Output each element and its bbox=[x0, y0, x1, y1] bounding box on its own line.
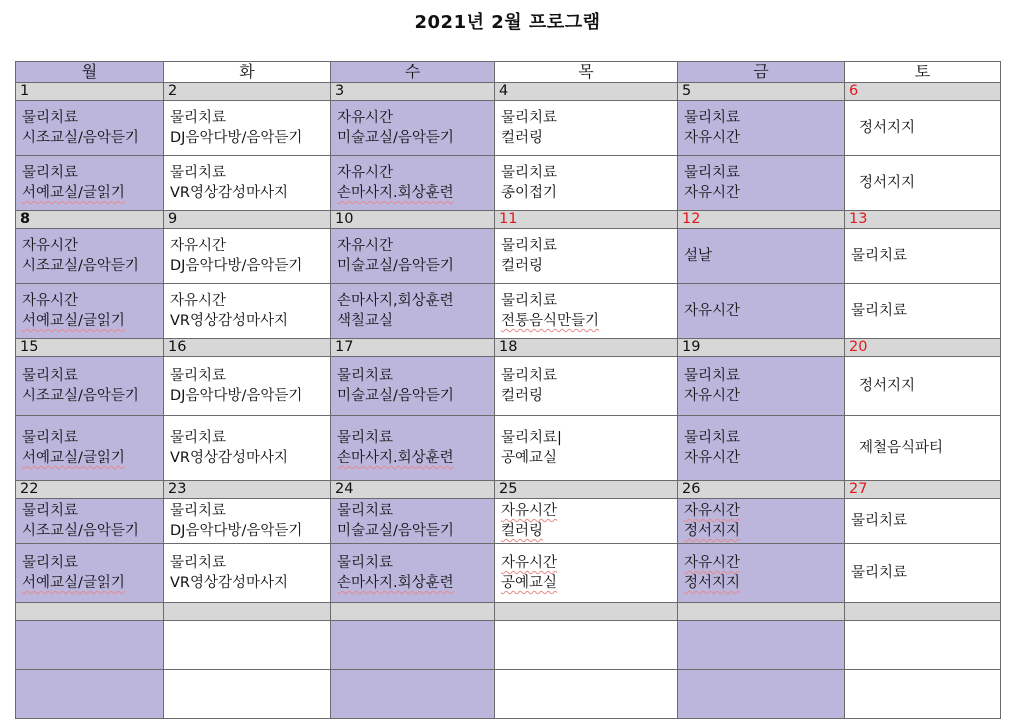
program-cell bbox=[331, 229, 495, 284]
program-cell bbox=[845, 101, 1001, 156]
date-number: 25 bbox=[495, 481, 678, 499]
program-line: 전통음식만들기 bbox=[501, 313, 600, 329]
weekday-header: 토 bbox=[845, 62, 1001, 83]
weekday-header: 수 bbox=[331, 62, 495, 83]
program-line: 미술교실/음악듣기 bbox=[337, 523, 454, 539]
program-line: 물리치료 bbox=[851, 513, 908, 529]
date-number-row bbox=[16, 211, 1001, 229]
program-cell bbox=[164, 284, 331, 339]
date-number: 4 bbox=[495, 83, 678, 101]
date-number-row bbox=[16, 481, 1001, 499]
program-line: 물리치료 bbox=[337, 503, 394, 519]
date-number: 22 bbox=[16, 481, 164, 499]
program-line: 자유시간 bbox=[684, 388, 741, 404]
program-line: 물리치료 bbox=[684, 430, 741, 446]
program-line: 자유시간 bbox=[684, 130, 741, 146]
program-line: 물리치료 bbox=[501, 293, 558, 309]
program-cell bbox=[845, 670, 1001, 719]
program-line: 물리치료 bbox=[170, 503, 227, 519]
program-line: 손마사지,회상훈련 bbox=[337, 293, 454, 309]
program-line: 물리치료 bbox=[684, 165, 741, 181]
date-number: 19 bbox=[678, 339, 845, 357]
program-line: 물리치료 bbox=[22, 165, 79, 181]
program-cell bbox=[495, 621, 678, 670]
program-cell bbox=[16, 499, 164, 544]
program-line: 물리치료 bbox=[851, 565, 908, 581]
date-number: 1 bbox=[16, 83, 164, 101]
program-cell bbox=[845, 544, 1001, 603]
program-cell bbox=[16, 544, 164, 603]
program-cell bbox=[678, 101, 845, 156]
date-number: 6 bbox=[845, 83, 1001, 101]
program-line: 시조교실/음악듣기 bbox=[22, 523, 139, 539]
program-line: 서예교실/글읽기 bbox=[22, 185, 125, 201]
program-line: 컬러링 bbox=[501, 388, 544, 404]
date-number: 5 bbox=[678, 83, 845, 101]
program-cell bbox=[678, 416, 845, 481]
program-cell bbox=[164, 156, 331, 211]
program-line: 물리치료 bbox=[501, 368, 558, 384]
program-line: 물리치료 bbox=[170, 110, 227, 126]
program-cell bbox=[164, 499, 331, 544]
weekday-header: 화 bbox=[164, 62, 331, 83]
program-cell bbox=[845, 357, 1001, 416]
program-row bbox=[16, 229, 1001, 284]
program-line: 시조교실/음악듣기 bbox=[22, 388, 139, 404]
date-number: 10 bbox=[331, 211, 495, 229]
date-number: 11 bbox=[495, 211, 678, 229]
program-line: 물리치료 bbox=[170, 555, 227, 571]
program-line: 미술교실/음악듣기 bbox=[337, 388, 454, 404]
program-cell bbox=[164, 544, 331, 603]
program-line: 시조교실/음악듣기 bbox=[22, 130, 139, 146]
date-number: 13 bbox=[845, 211, 1001, 229]
program-cell bbox=[845, 499, 1001, 544]
program-cell bbox=[678, 499, 845, 544]
program-line: 물리치료 bbox=[337, 555, 394, 571]
program-row bbox=[16, 101, 1001, 156]
date-number bbox=[495, 603, 678, 621]
date-number bbox=[331, 603, 495, 621]
program-line: 컬러링 bbox=[501, 130, 544, 146]
program-cell bbox=[331, 284, 495, 339]
program-cell bbox=[678, 284, 845, 339]
program-line: 정서지지 bbox=[684, 575, 741, 591]
date-number bbox=[845, 603, 1001, 621]
program-line: 자유시간 bbox=[170, 238, 227, 254]
program-cell bbox=[495, 499, 678, 544]
program-row bbox=[16, 670, 1001, 719]
date-number: 15 bbox=[16, 339, 164, 357]
date-number bbox=[16, 603, 164, 621]
weekday-header-row bbox=[16, 62, 1001, 83]
program-line: 자유시간 bbox=[684, 185, 741, 201]
program-line: DJ음악다방/음악듣기 bbox=[170, 258, 303, 274]
program-line: VR영상감성마사지 bbox=[170, 450, 289, 466]
program-line: 정서지지 bbox=[859, 120, 916, 136]
program-line: 공예교실 bbox=[501, 575, 558, 591]
program-line: 자유시간 bbox=[684, 555, 741, 571]
program-cell bbox=[331, 544, 495, 603]
program-line: DJ음악다방/음악듣기 bbox=[170, 523, 303, 539]
program-line: 물리치료 bbox=[170, 430, 227, 446]
program-line: 공예교실 bbox=[501, 450, 558, 466]
program-row bbox=[16, 284, 1001, 339]
date-number: 8 bbox=[16, 211, 164, 229]
program-line: 물리치료 bbox=[170, 368, 227, 384]
program-cell bbox=[164, 416, 331, 481]
program-line: 자유시간 bbox=[684, 303, 741, 319]
program-cell bbox=[495, 156, 678, 211]
program-row bbox=[16, 416, 1001, 481]
date-number: 17 bbox=[331, 339, 495, 357]
program-line: 자유시간 bbox=[501, 555, 558, 571]
program-line: 물리치료 bbox=[170, 165, 227, 181]
program-line: 자유시간 bbox=[337, 238, 394, 254]
program-cell bbox=[16, 156, 164, 211]
program-row bbox=[16, 156, 1001, 211]
program-line: 자유시간 bbox=[22, 293, 79, 309]
program-line: 물리치료 bbox=[337, 368, 394, 384]
program-line: 정서지지 bbox=[684, 523, 741, 539]
program-cell bbox=[845, 156, 1001, 211]
program-line: 서예교실/글읽기 bbox=[22, 575, 125, 591]
program-line: 물리치료 bbox=[501, 110, 558, 126]
program-cell bbox=[331, 621, 495, 670]
program-cell bbox=[16, 101, 164, 156]
program-cell bbox=[678, 229, 845, 284]
program-line: 물리치료 bbox=[22, 368, 79, 384]
program-row bbox=[16, 357, 1001, 416]
program-line: 물리치료| bbox=[501, 430, 562, 446]
program-line: DJ음악다방/음악듣기 bbox=[170, 130, 303, 146]
program-line: 물리치료 bbox=[337, 430, 394, 446]
program-cell bbox=[331, 357, 495, 416]
program-line: 컬러링 bbox=[501, 523, 544, 539]
program-line: 자유시간 bbox=[684, 450, 741, 466]
program-cell bbox=[678, 544, 845, 603]
date-number-row bbox=[16, 83, 1001, 101]
program-line: 손마사지.회상훈련 bbox=[337, 575, 454, 591]
program-line: VR영상감성마사지 bbox=[170, 185, 289, 201]
program-cell bbox=[164, 101, 331, 156]
program-line: 서예교실/글읽기 bbox=[22, 313, 125, 329]
program-cell bbox=[678, 670, 845, 719]
program-line: VR영상감성마사지 bbox=[170, 313, 289, 329]
program-cell bbox=[495, 101, 678, 156]
date-number: 27 bbox=[845, 481, 1001, 499]
program-cell bbox=[845, 229, 1001, 284]
date-number: 20 bbox=[845, 339, 1001, 357]
program-line: 물리치료 bbox=[22, 503, 79, 519]
date-number bbox=[164, 603, 331, 621]
program-line: 서예교실/글읽기 bbox=[22, 450, 125, 466]
program-cell bbox=[16, 229, 164, 284]
program-cell bbox=[164, 670, 331, 719]
program-line: 자유시간 bbox=[170, 293, 227, 309]
program-line: 물리치료 bbox=[684, 368, 741, 384]
program-line: 컬러링 bbox=[501, 258, 544, 274]
program-line: 미술교실/음악듣기 bbox=[337, 258, 454, 274]
program-line: 물리치료 bbox=[22, 430, 79, 446]
program-line: 자유시간 bbox=[337, 165, 394, 181]
program-cell bbox=[495, 229, 678, 284]
program-line: 자유시간 bbox=[684, 503, 741, 519]
date-number: 26 bbox=[678, 481, 845, 499]
program-line: 정서지지 bbox=[859, 175, 916, 191]
program-line: 미술교실/음악듣기 bbox=[337, 130, 454, 146]
program-cell bbox=[164, 621, 331, 670]
program-line: 설날 bbox=[684, 248, 713, 264]
program-line: 물리치료 bbox=[684, 110, 741, 126]
program-line: 제철음식파티 bbox=[859, 440, 944, 456]
program-cell bbox=[678, 156, 845, 211]
program-cell bbox=[678, 621, 845, 670]
date-number: 23 bbox=[164, 481, 331, 499]
program-cell bbox=[164, 229, 331, 284]
program-cell bbox=[845, 416, 1001, 481]
program-cell bbox=[331, 416, 495, 481]
program-cell bbox=[331, 101, 495, 156]
program-line: 종이접기 bbox=[501, 185, 558, 201]
date-number bbox=[678, 603, 845, 621]
date-number: 24 bbox=[331, 481, 495, 499]
weekday-header: 목 bbox=[495, 62, 678, 83]
program-cell bbox=[845, 621, 1001, 670]
program-line: 물리치료 bbox=[22, 110, 79, 126]
date-number: 2 bbox=[164, 83, 331, 101]
program-cell bbox=[331, 670, 495, 719]
date-number-row bbox=[16, 339, 1001, 357]
date-number-row bbox=[16, 603, 1001, 621]
date-number: 16 bbox=[164, 339, 331, 357]
page-title: 2021년 2월 프로그램 bbox=[414, 12, 601, 33]
date-number: 12 bbox=[678, 211, 845, 229]
program-cell bbox=[678, 357, 845, 416]
program-cell bbox=[16, 416, 164, 481]
date-number: 3 bbox=[331, 83, 495, 101]
program-cell bbox=[495, 416, 678, 481]
program-cell bbox=[495, 357, 678, 416]
program-cell bbox=[845, 284, 1001, 339]
program-line: 물리치료 bbox=[851, 303, 908, 319]
program-line: 물리치료 bbox=[501, 238, 558, 254]
program-row bbox=[16, 544, 1001, 603]
program-cell bbox=[495, 670, 678, 719]
program-row bbox=[16, 621, 1001, 670]
program-line: 물리치료 bbox=[851, 248, 908, 264]
program-cell bbox=[164, 357, 331, 416]
program-line: 물리치료 bbox=[501, 165, 558, 181]
program-cell bbox=[331, 156, 495, 211]
program-line: 손마사지.회상훈련 bbox=[337, 450, 454, 466]
program-cell bbox=[331, 499, 495, 544]
program-cell bbox=[495, 544, 678, 603]
program-line: 손마사지.회상훈련 bbox=[337, 185, 454, 201]
program-cell bbox=[16, 670, 164, 719]
program-line: 자유시간 bbox=[22, 238, 79, 254]
program-line: 물리치료 bbox=[22, 555, 79, 571]
program-line: 시조교실/음악듣기 bbox=[22, 258, 139, 274]
program-line: VR영상감성마사지 bbox=[170, 575, 289, 591]
program-line: 정서지지 bbox=[859, 378, 916, 394]
date-number: 18 bbox=[495, 339, 678, 357]
program-cell bbox=[16, 284, 164, 339]
program-cell bbox=[495, 284, 678, 339]
program-cell bbox=[16, 621, 164, 670]
program-line: 자유시간 bbox=[337, 110, 394, 126]
program-cell bbox=[16, 357, 164, 416]
weekday-header: 월 bbox=[16, 62, 164, 83]
weekday-header: 금 bbox=[678, 62, 845, 83]
program-line: DJ음악다방/음악듣기 bbox=[170, 388, 303, 404]
program-line: 색칠교실 bbox=[337, 313, 394, 329]
date-number: 9 bbox=[164, 211, 331, 229]
program-line: 자유시간 bbox=[501, 503, 558, 519]
program-row bbox=[16, 499, 1001, 544]
calendar-table bbox=[15, 61, 1001, 719]
